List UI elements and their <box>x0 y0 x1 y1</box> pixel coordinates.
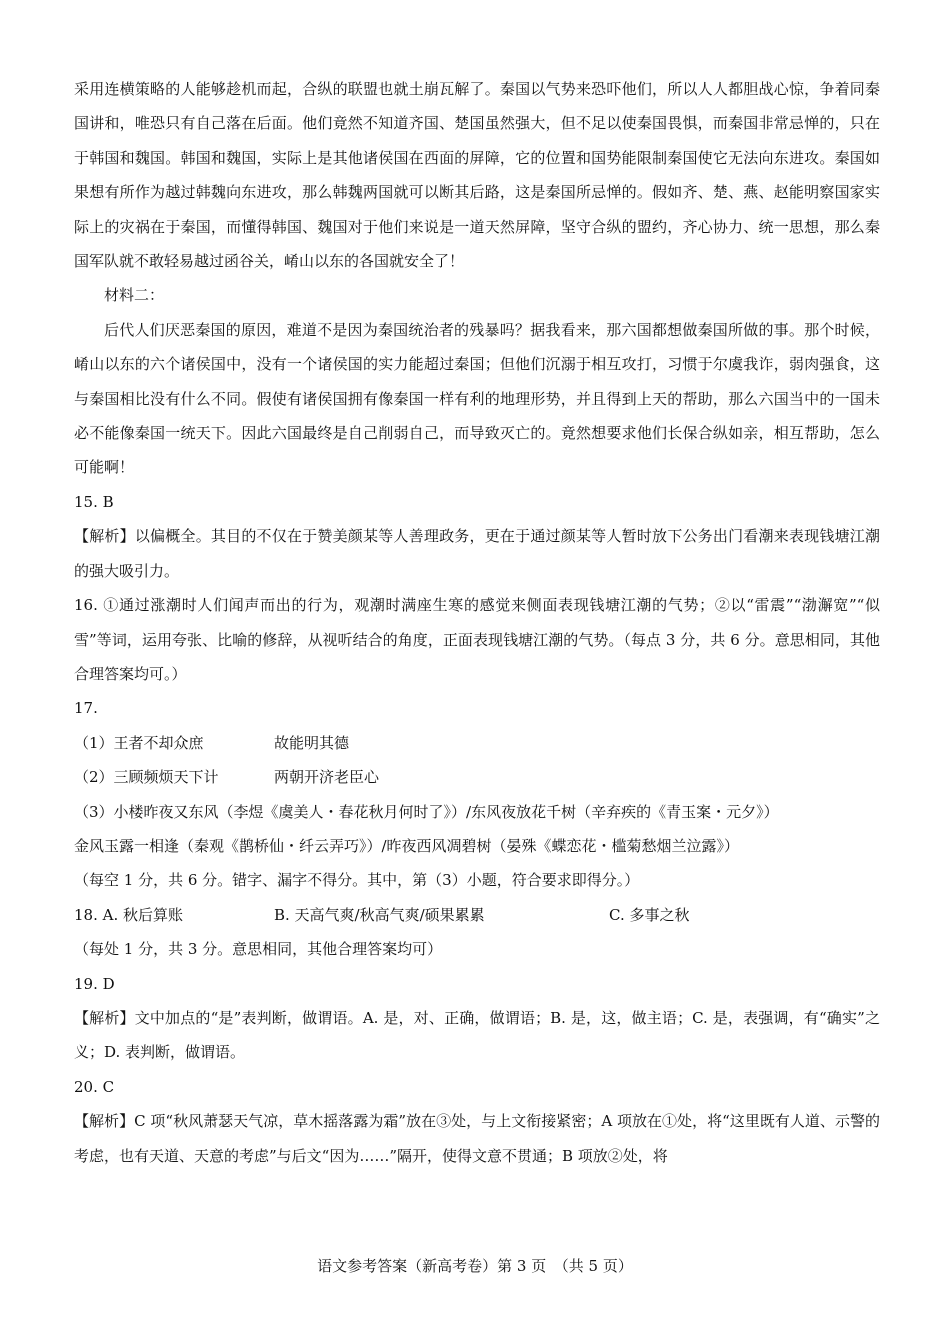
material2-paragraph: 后代人们厌恶秦国的原因，难道不是因为秦国统治者的残暴吗？据我看来，那六国都想做秦国所做的事。那个时候，崤山以东的六个诸侯国中，没有一个诸侯国的实力能超过秦国；但他们沉溺于相互攻打，习惯于尔虞我诈，弱肉强食，这与秦国相比没有什么不同。假使有诸侯国拥有像秦国一样有利的地理形势，并且得到上天的帮助，那么六国当中的一国未必不能像秦国一统天下。因此六国最终是自己削弱自己，而导致灭亡的。竟然想要求他们长保合纵如亲，相互帮助，怎么可能啊！ <box>74 320 880 477</box>
q17-number: 17. <box>74 699 98 718</box>
q17-item1 <box>74 726 880 760</box>
q17-item1-first: （1）王者不却众庶 <box>74 733 204 752</box>
q18-option-b: B. 天高气爽/秋高气爽/硕果累累 <box>274 905 485 924</box>
q18-option-c: C. 多事之秋 <box>609 905 690 924</box>
material2-label: 材料二： <box>104 286 165 305</box>
q17-item2 <box>74 760 880 794</box>
q15-analysis: 【解析】以偏概全。其目的不仅在于赞美颜某等人善理政务，更在于通过颜某等人暂时放下公务出门看潮来表现钱塘江潮的强大吸引力。 <box>74 527 880 580</box>
answer-page <box>74 72 880 1173</box>
q15-answer: 15. B <box>74 492 114 511</box>
q20-analysis: 【解析】C 项“秋风萧瑟天气凉，草木摇落露为霜”放在③处，与上文衔接紧密；A 项放在①处，将“这里既有人道、示警的考虑，也有天道、天意的考虑”与后文“因为……”隔开，使得文意不贯通；B 项放②处，将 <box>74 1112 880 1165</box>
q18-scoring-note: （每处 1 分，共 3 分。意思相同，其他合理答案均可） <box>74 940 443 959</box>
q19-analysis: 【解析】文中加点的“是”表判断，做谓语。A. 是，对、正确，做谓语；B. 是，这，做主语；C. 是，表强调，有“确实”之义；D. 表判断，做谓语。 <box>74 1008 880 1062</box>
q17-item1-second: 故能明其德 <box>274 733 350 752</box>
q17-item2-second: 两朝开济老臣心 <box>274 768 380 787</box>
q17-scoring-note: （每空 1 分，共 6 分。错字、漏字不得分。其中，第（3）小题，符合要求即得分。） <box>74 871 640 890</box>
q17-item3-line2: 金风玉露一相逢（秦观《鹊桥仙・纤云弄巧》）/昨夜西风凋碧树（晏殊《蝶恋花・槛菊愁烟兰泣露》） <box>74 836 740 855</box>
q17-item2-first: （2）三顾频烦天下计 <box>74 768 219 787</box>
q17-item3-line1: （3）小楼昨夜又东风（李煜《虞美人・春花秋月何时了》）/东风夜放花千树（辛弃疾的《青玉案・元夕》） <box>74 802 779 821</box>
q16-answer: 16. ①通过涨潮时人们闻声而出的行为，观潮时满座生寒的感觉来侧面表现钱塘江潮的气势；②以“雷震”“渤澥宽”“似雪”等词，运用夸张、比喻的修辞，从视听结合的角度，正面表现钱塘江潮的气势。（每点 3 分，共 6 分。意思相同，其他合理答案均可。） <box>74 596 880 683</box>
q18-option-a: 18. A. 秋后算账 <box>74 905 183 924</box>
page-footer: 语文参考答案（新高考卷）第 3 页 （共 5 页） <box>317 1257 633 1275</box>
q19-answer: 19. D <box>74 974 115 993</box>
q18-answers <box>74 898 880 932</box>
material1-tail-paragraph: 采用连横策略的人能够趁机而起，合纵的联盟也就土崩瓦解了。秦国以气势来恐吓他们，所以人人都胆战心惊，争着同秦国讲和，唯恐只有自己落在后面。他们竟然不知道齐国、楚国虽然强大，但不足以使秦国畏惧，而秦国非常忌惮的，只在于韩国和魏国。韩国和魏国，实际上是其他诸侯国在西面的屏障，它的位置和国势能限制秦国使它无法向东进攻。秦国如果想有所作为越过韩魏向东进攻，那么韩魏两国就可以断其后路，这是秦国所忌惮的。假如齐、楚、燕、赵能明察国家实际上的灾祸在于秦国，而懂得韩国、魏国对于他们来说是一道天然屏障，坚守合纵的盟约，齐心协力、统一思想，那么秦国军队就不敢轻易越过函谷关，崤山以东的各国就安全了！ <box>74 80 880 271</box>
q20-answer: 20. C <box>74 1077 115 1096</box>
